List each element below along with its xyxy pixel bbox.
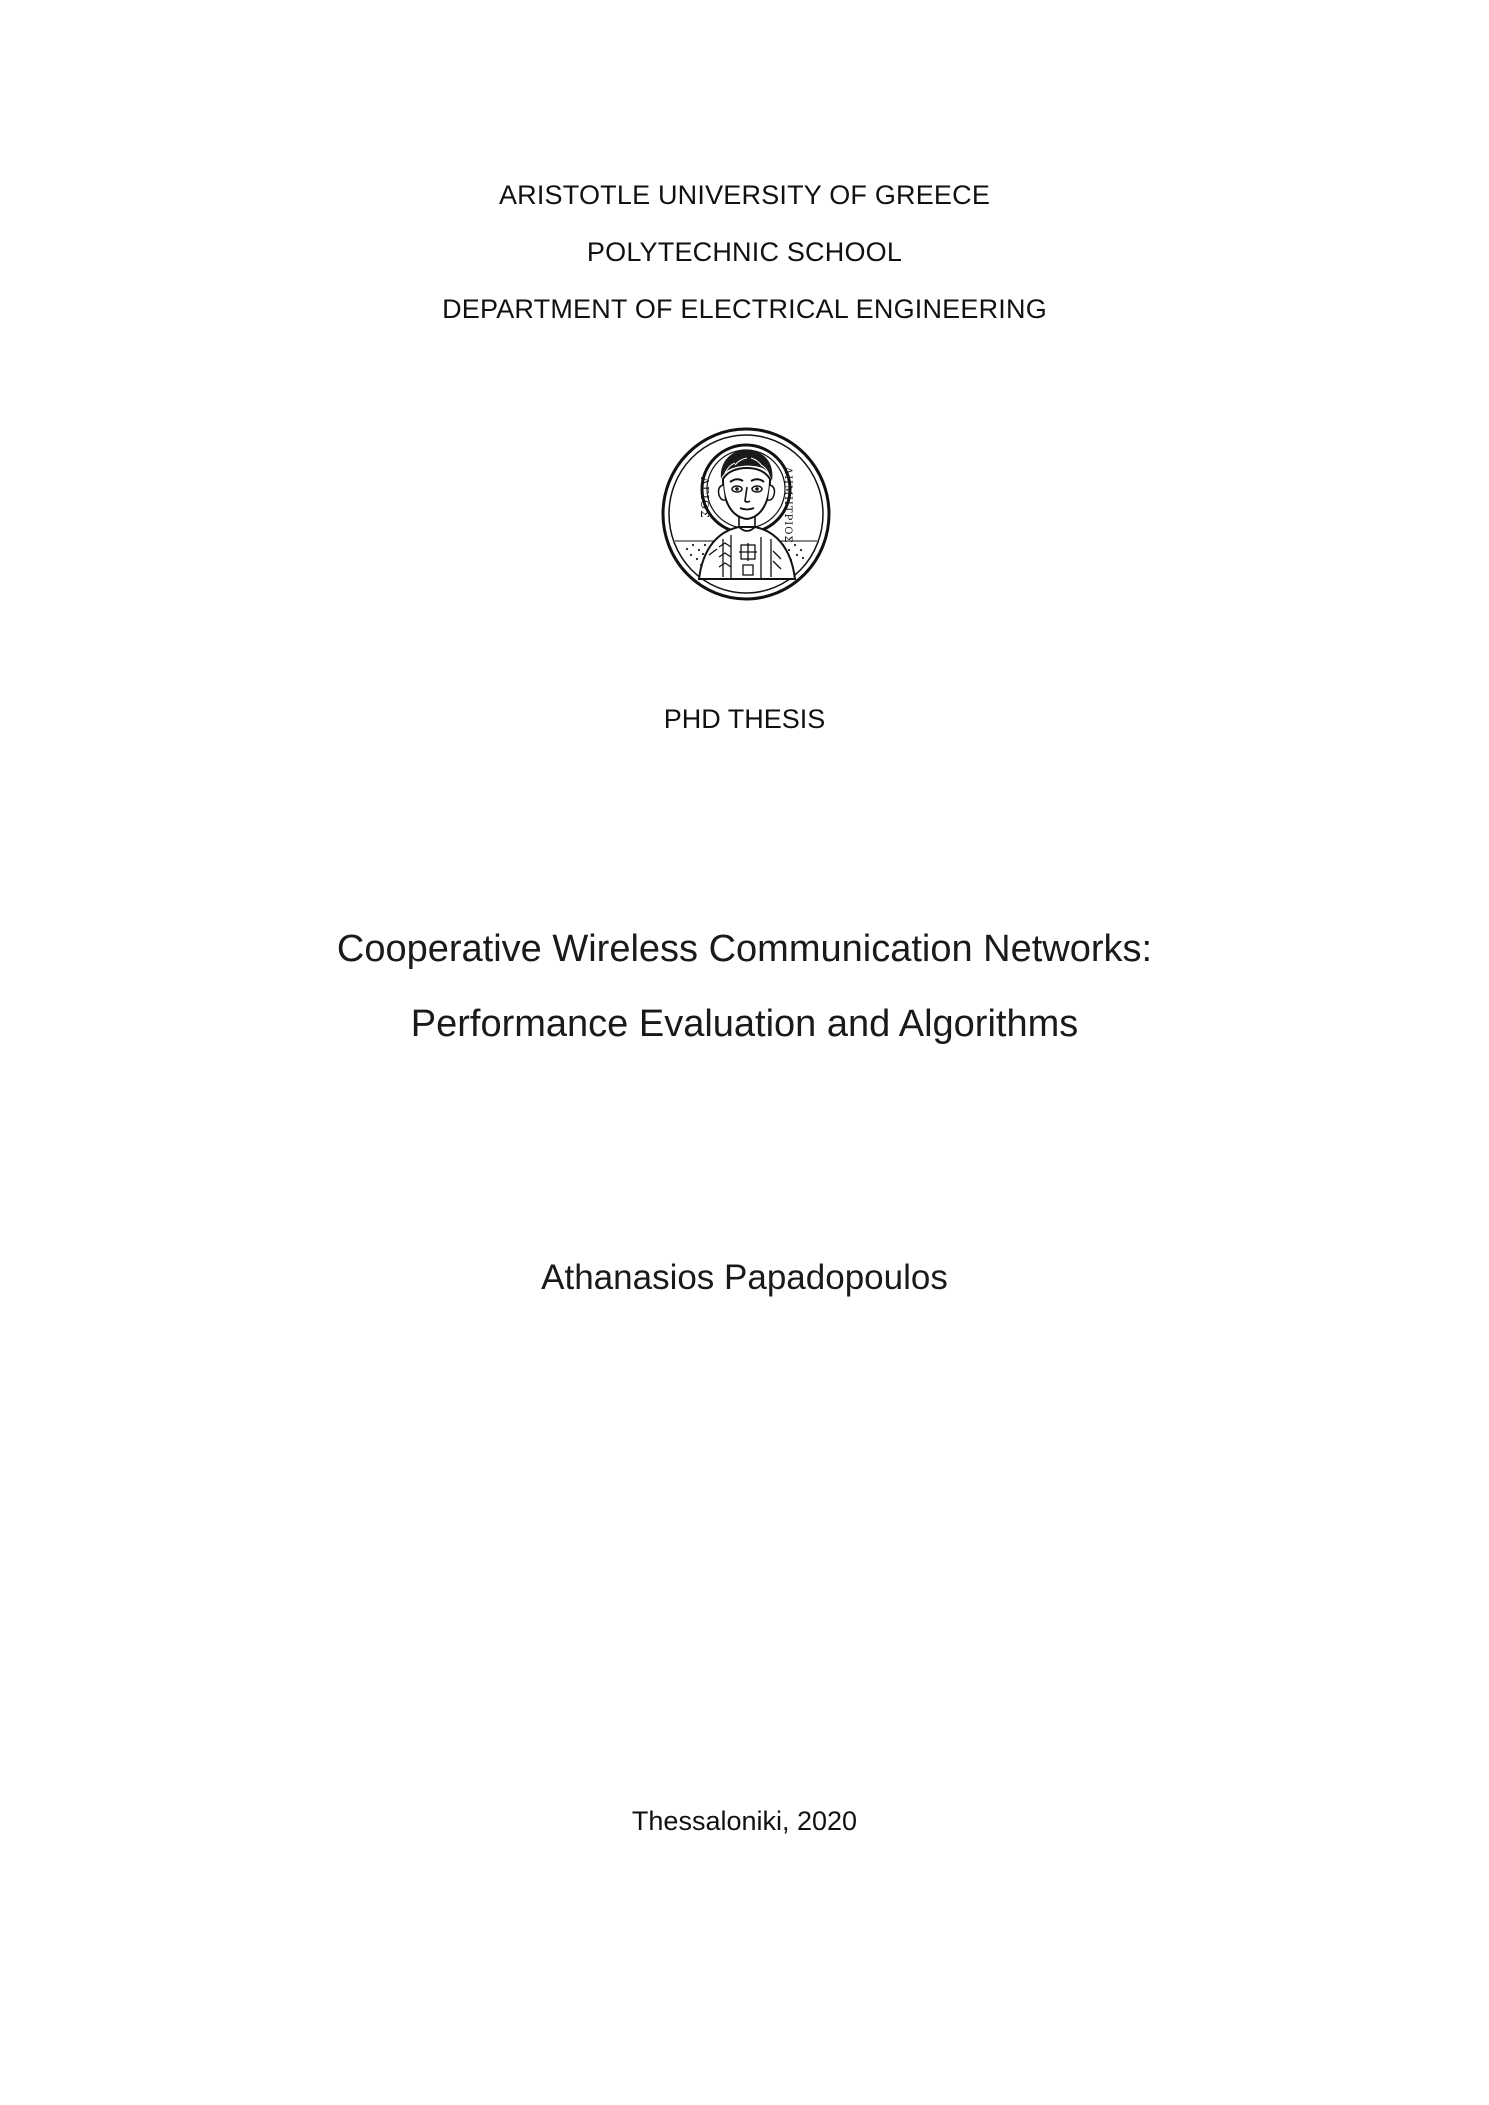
svg-text:ΔΗΜΗΤΡΙΟΣ: ΔΗΜΗΤΡΙΟΣ <box>782 467 793 544</box>
school-name: POLYTECHNIC SCHOOL <box>586 237 903 267</box>
university-name: ARISTOTLE UNIVERSITY OF GREECE <box>498 180 991 210</box>
place-and-year: Thessaloniki, 2020 <box>631 1806 858 1836</box>
university-seal-icon <box>661 427 831 601</box>
author-name: Athanasios Papadopoulos <box>541 1258 948 1297</box>
svg-text:ΑΓΙΟΣ: ΑΓΙΟΣ <box>698 477 711 519</box>
document-type: PHD THESIS <box>663 704 826 734</box>
department-name: DEPARTMENT OF ELECTRICAL ENGINEERING <box>442 294 1047 324</box>
thesis-title-line-1: Cooperative Wireless Communication Networks: <box>336 928 1153 970</box>
thesis-title-line-2: Performance Evaluation and Algorithms <box>410 1003 1079 1045</box>
